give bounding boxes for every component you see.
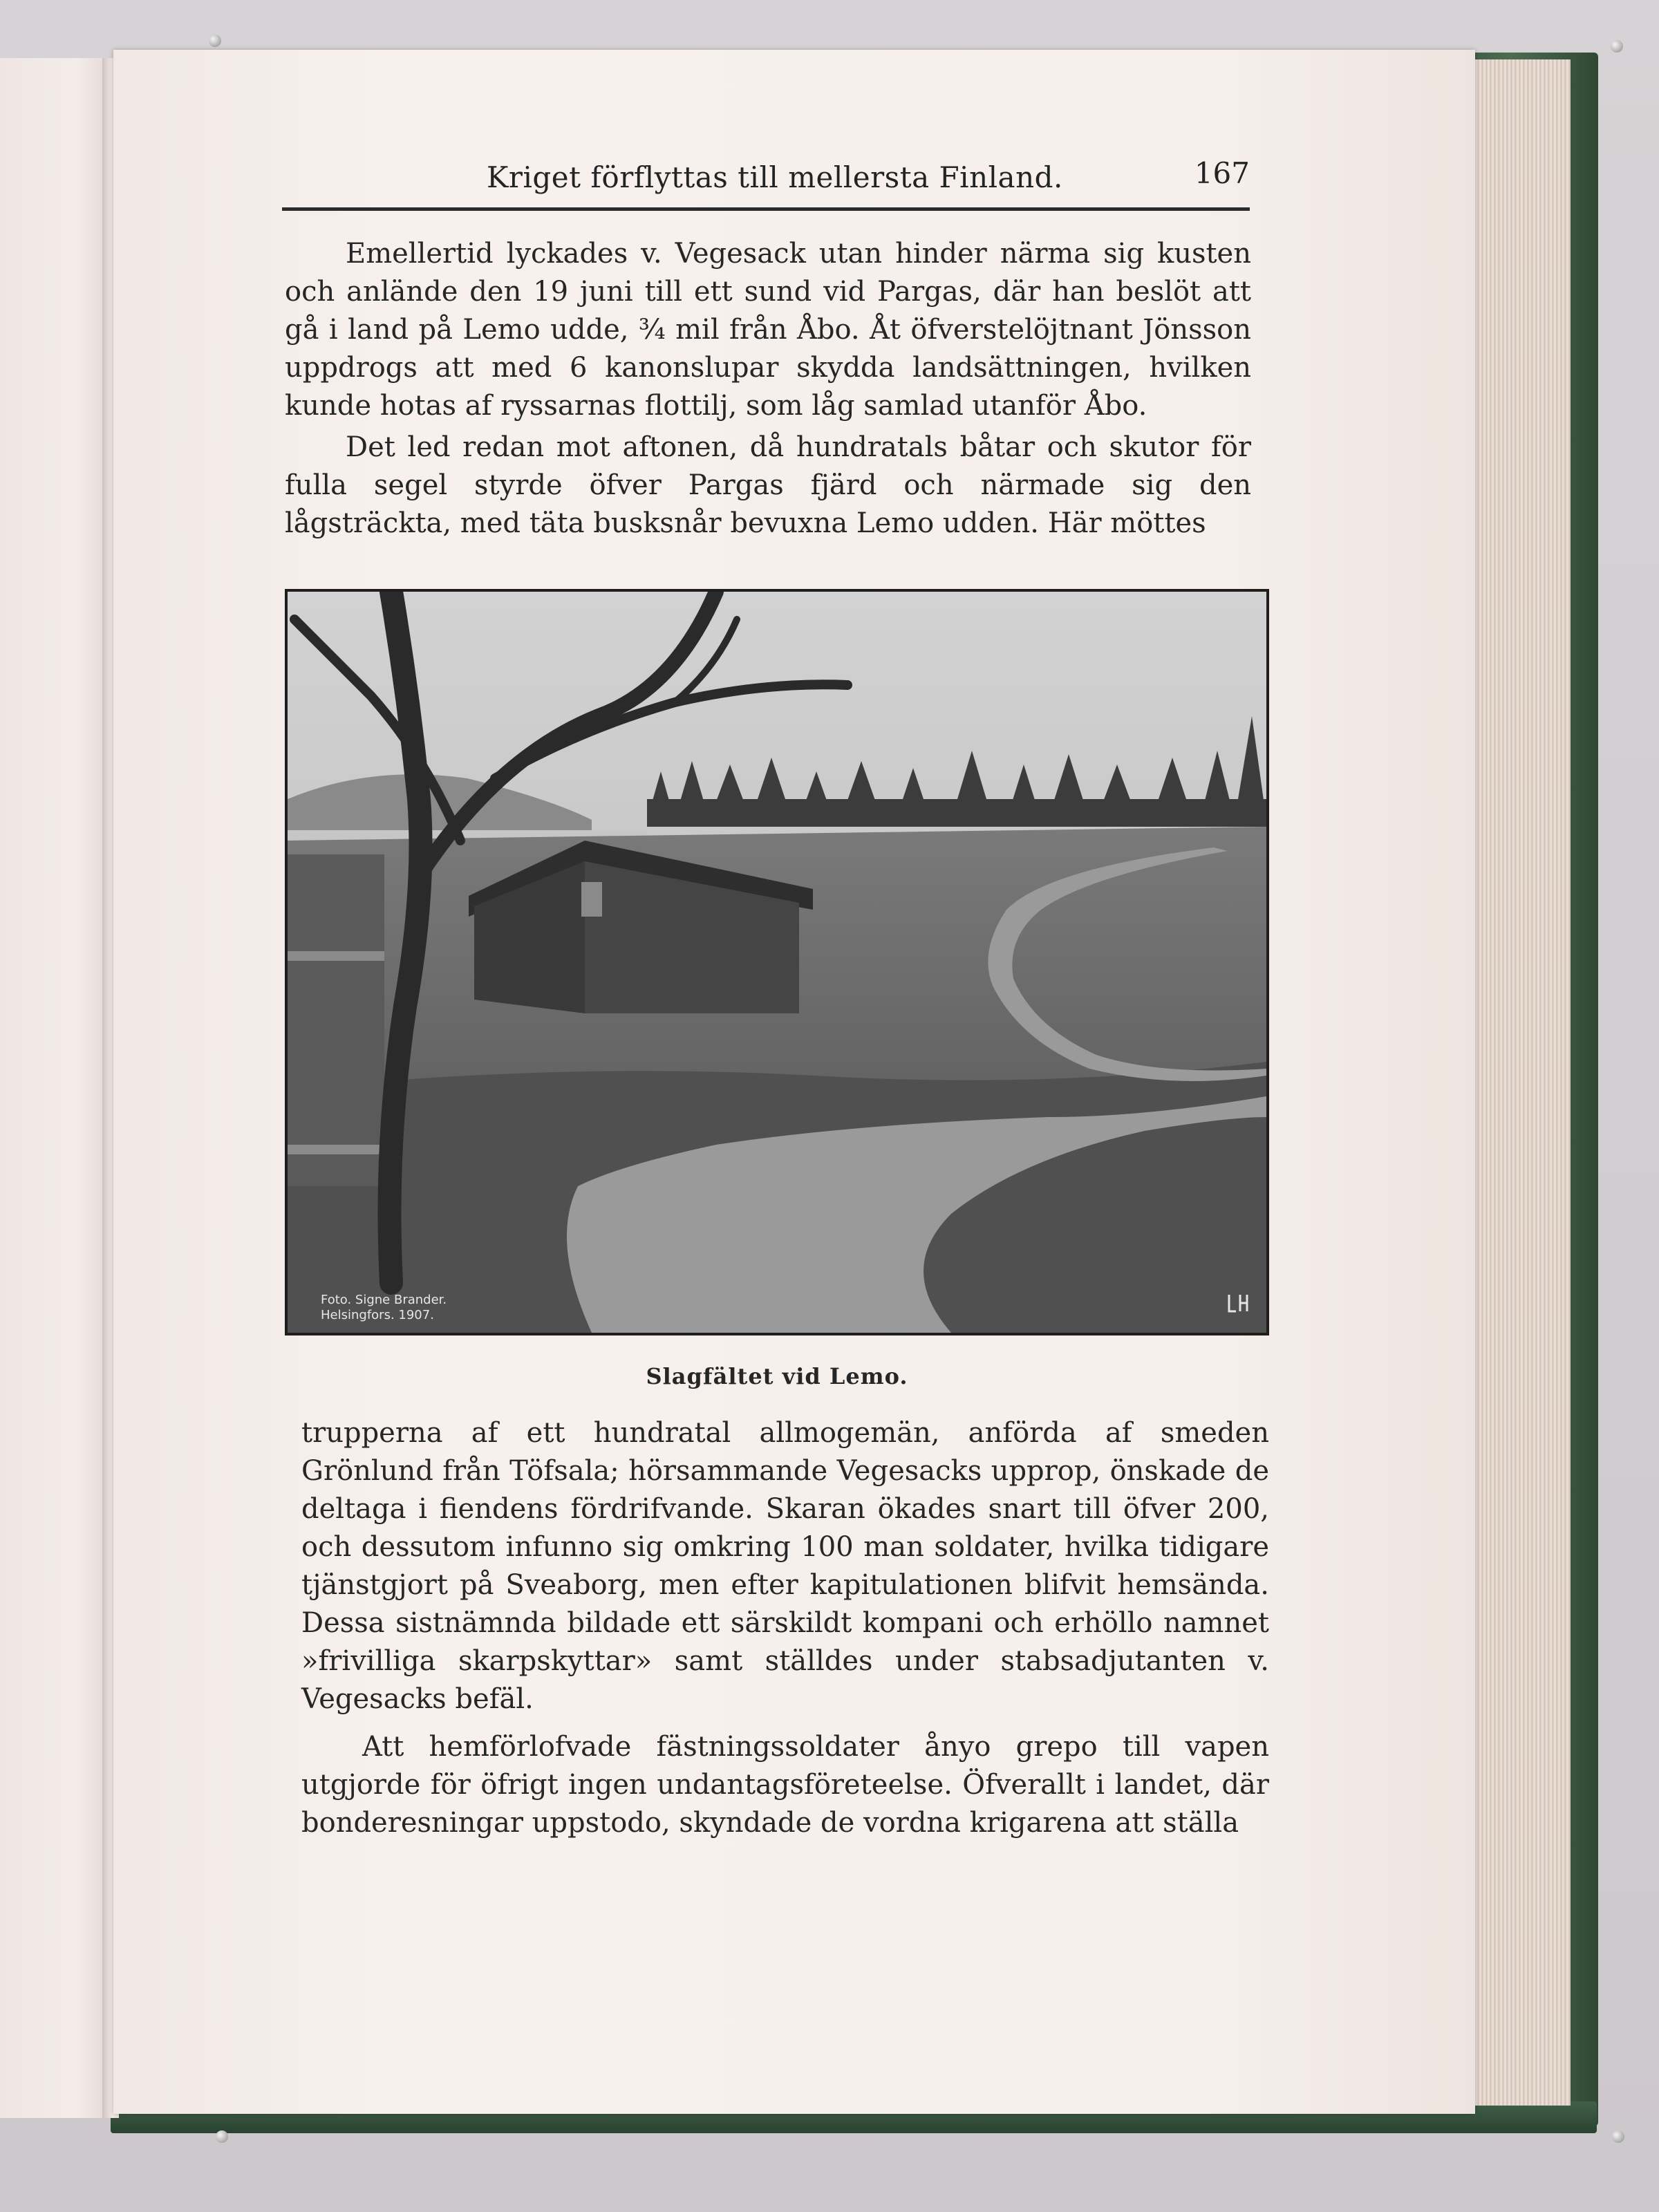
paragraph: Det led redan mot aftonen, då hundratals båtar och skutor för fulla segel styrde öfver Pargas fjärd och närmade sig den lågsträckta, med täta busksnår bevuxna Lemo udden. Här möttes	[285, 431, 1251, 539]
paragraph: trupperna af ett hundratal allmogemän, anförda af smeden Grönlund från Töfsala; hörsammande Vegesacks upprop, önskade de deltaga i fiendens fördrifvande. Skaran ökades snart till öfver 200, och dessutom infunno sig omkring 100 man soldater, hvilka tidigare tjänstgjort på Sveaborg, men efter kapitulationen blifvit hemsända. Dessa sistnämnda bildade ett särskildt kompani och erhöllo namnet »frivilliga skarpskyttar» samt ställdes under stabsadjutanten v. Vegesacks befäl.	[301, 1417, 1269, 1715]
credit-line: Helsingfors. 1907.	[321, 1308, 434, 1322]
credit-line: Foto. Signe Brander.	[321, 1293, 447, 1307]
figure-caption: Slagfältet vid Lemo.	[646, 1363, 908, 1389]
fence	[288, 854, 384, 1186]
pin-bottom-right	[1612, 2130, 1624, 2143]
left-page	[0, 58, 111, 2118]
photo-landscape	[288, 592, 1266, 1333]
running-title: Kriget förflyttas till mellersta Finland.	[487, 160, 1063, 194]
running-header	[282, 156, 1250, 203]
pin-top-left	[209, 35, 221, 47]
pin-top-right	[1611, 40, 1623, 53]
photograph-lemo-battlefield	[285, 589, 1269, 1335]
paragraph: Att hemförlofvade fästningssoldater ånyo grepo till vapen utgjorde för öfrigt ingen undantagsföreteelse. Öfverallt i landet, där bonderesningar uppstodo, skyndade de vordna krigarena att ställa	[301, 1731, 1269, 1839]
header-rule	[282, 207, 1250, 211]
paragraph: Emellertid lyckades v. Vegesack utan hinder närma sig kusten och anlände den 19 juni till ett sund vid Pargas, där han beslöt att gå i land på Lemo udde, ¾ mil från Åbo. Åt öfverstelöjtnant Jönsson uppdrogs att med 6 kanonslupar skydda landsättningen, hvilken kunde hotas af ryssarnas flottilj, som låg samlad utanför Åbo.	[285, 238, 1251, 422]
photo-credit	[321, 1293, 447, 1323]
pin-bottom-left	[216, 2130, 228, 2143]
page-edges	[1465, 59, 1571, 2106]
page-number: 167	[1194, 156, 1250, 190]
monogram-lh-logo	[1226, 1293, 1250, 1313]
